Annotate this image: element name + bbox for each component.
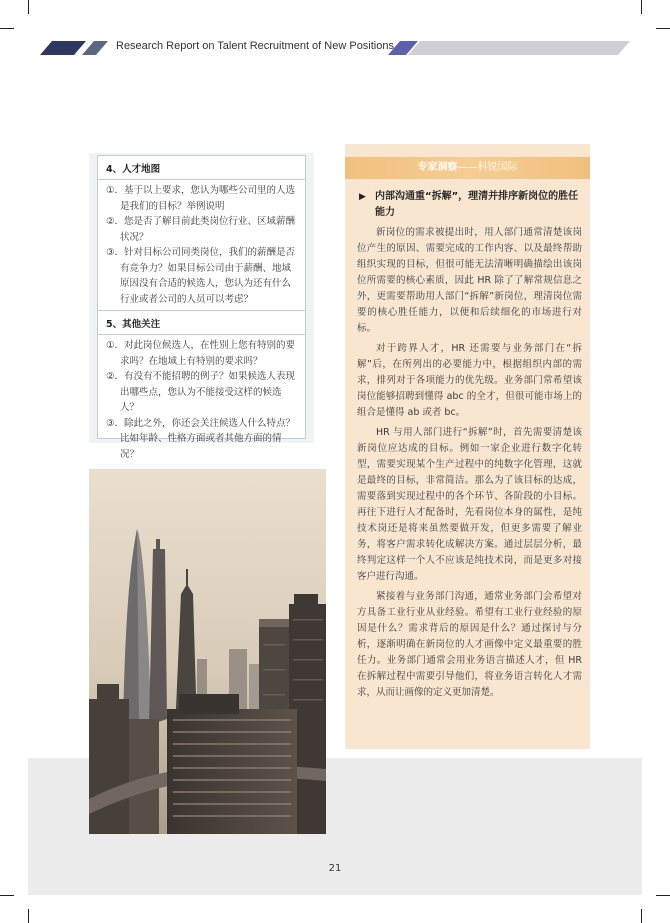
triangle-bullet-icon: ▶ — [359, 192, 366, 202]
expert-paragraph: 紧接着与业务部门沟通，通常业务部门会希望对方具备工业行业从业经验。希望有工业行业经验的原因是什么？需求背后的原因是什么？通过探讨与分析，逐渐明确在新岗位的人才画像中定义最重要的胜任力。业务部门通常会用业务语言描述人才，但 HR 在拆解过程中需要引导他们，将业务语言转化人才需求，从而让画像的定义更加清楚。 — [357, 591, 582, 698]
expert-insight-header — [345, 157, 590, 179]
expert-subtitle — [357, 189, 582, 221]
header-title: Research Report on Talent Recruitment of New Positions — [116, 40, 394, 52]
expert-insight-label: 专家洞察 — [417, 162, 458, 173]
crop-mark — [28, 909, 29, 923]
crop-mark — [28, 0, 29, 14]
page-number: 21 — [328, 863, 342, 874]
crop-mark — [0, 895, 14, 896]
question-item: ③．除此之外，你还会关注候选人什么特点？比如年龄、性格方面或者其他方面的情况？ — [106, 417, 296, 460]
expert-source: ——科锐国际 — [457, 162, 518, 173]
question-item: ①．基于以上要求，您认为哪些公司里的人选是我们的目标？举例说明 — [106, 185, 296, 212]
expert-paragraph: 对于跨界人才，HR 还需要与业务部门在“拆解”后，在所列出的必要能力中，根据组织内部的需求，排列对于各项能力的优先级。业务部门常希望该岗位能够招聘到懂得 abc 的全才，但很可能市场上的组合是懂得 ab 或者 bc。 — [357, 343, 582, 418]
question-item: ②．您是否了解目前此类岗位行业、区域薪酬状况？ — [106, 216, 296, 243]
question-item: ③．针对目标公司同类岗位，我们的薪酬是否有竞争力？如果目标公司由于薪酬、地域原因没有合适的候选人，您认为还有什么行业或者公司的人员可以考虑？ — [106, 247, 296, 305]
crop-mark — [656, 28, 670, 29]
question-box — [89, 153, 314, 460]
section-title-other-concerns: 5、其他关注 — [98, 311, 305, 335]
crop-mark — [641, 909, 642, 923]
expert-paragraph: 新岗位的需求被提出时，用人部门通常清楚该岗位产生的原因、需要完成的工作内容、以及最终帮助组织实现的目标，但很可能无法清晰明确描绘出该岗位所需要的核心素质，因此 HR 除了了解常规信息之外，更需要帮助用人部门“拆解”新岗位，理清岗位需要的核心胜任能力，以便和后续细化的市场进行对标。 — [357, 227, 582, 334]
expert-subtitle-text: 内部沟通重“拆解”，理清并排序新岗位的胜任能力 — [375, 191, 579, 218]
city-skyline-photo — [89, 469, 326, 834]
header-bar-gray — [408, 41, 630, 55]
question-item: ②．有没有不能招聘的例子？如果候选人表现出哪些点，您认为不能接受这样的候选人？ — [106, 371, 296, 413]
expert-insight-box — [345, 144, 590, 749]
header-bar-slate — [82, 41, 108, 55]
header-bar-navy — [40, 41, 86, 55]
crop-mark — [641, 0, 642, 14]
crop-mark — [0, 28, 14, 29]
question-item: ①．对此岗位候选人，在性别上您有特别的要求吗？在地域上有特别的要求吗？ — [106, 340, 296, 367]
expert-paragraph: HR 与用人部门进行“拆解”时，首先需要清楚该新岗位应达成的目标。例如一家企业进行数字化转型，需要实现某个生产过程中的纯数字化管理，这就是最终的目标，非常简洁。那么为了该目标的达成，需要落到实现过程中的各个环节、各阶段的小目标。再往下进行人才配备时，先看岗位本身的属性，是纯技术岗还是将来虽然要做开发，但更多需要了解业务，将客户需求转化成解决方案。通过层层分析，最终判定这样一个人不应该是纯技术岗，而是更多对接客户进行沟通。 — [357, 427, 582, 582]
section-title-talent-map: 4、人才地图 — [98, 156, 305, 180]
crop-mark — [656, 895, 670, 896]
